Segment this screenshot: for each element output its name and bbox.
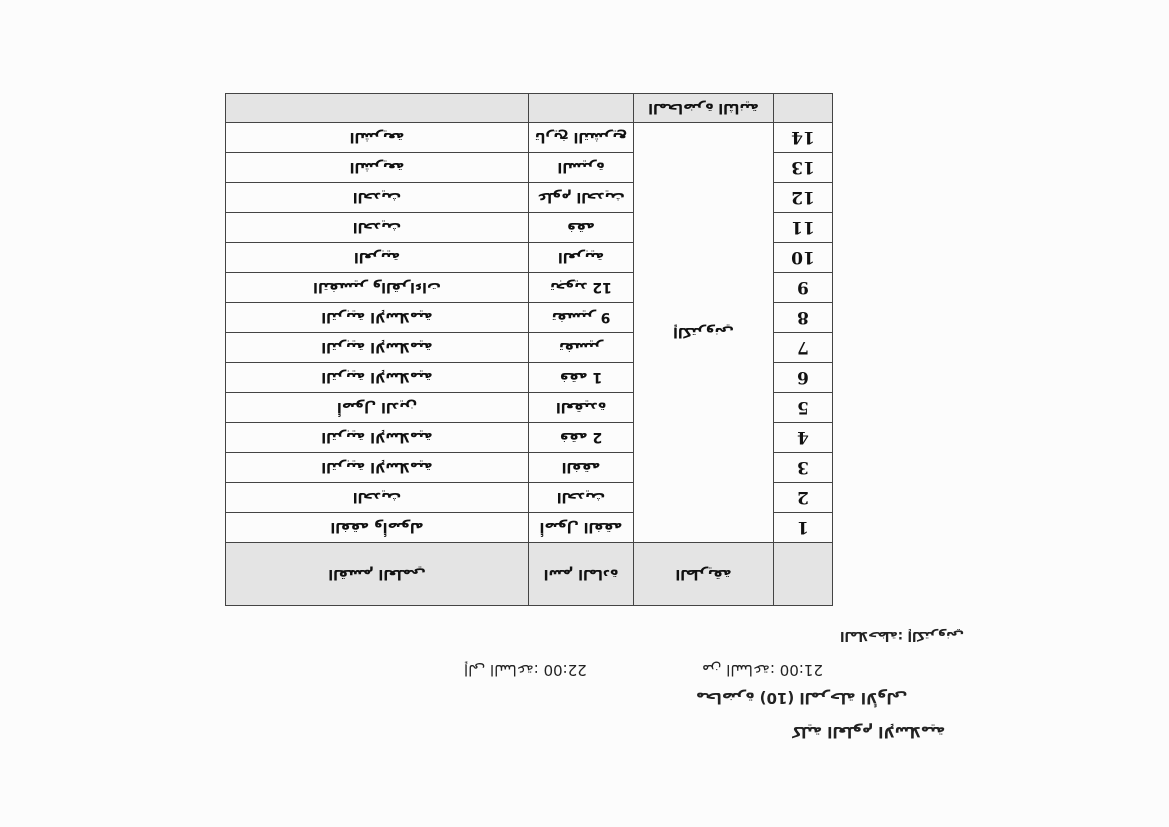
header-number	[774, 543, 833, 606]
department-cell: التربية الإسلامية	[226, 423, 529, 453]
row-number-cell: 12	[774, 183, 833, 213]
header-course: اسم المادة	[529, 543, 634, 606]
row-number-cell: 3	[774, 453, 833, 483]
department-cell: الحديث	[226, 183, 529, 213]
row-number-cell: 7	[774, 333, 833, 363]
page-subheading: محاضرة (10) المرحلة الأولى	[696, 689, 908, 707]
row-number-cell: 9	[774, 273, 833, 303]
table-footer-row	[226, 94, 833, 123]
course-cell: تاريخ التشريع	[529, 123, 634, 153]
row-number-cell: 13	[774, 153, 833, 183]
department-cell: التربية الإسلامية	[226, 333, 529, 363]
row-number-cell: 5	[774, 393, 833, 423]
row-number-cell: 6	[774, 363, 833, 393]
mode-merged-cell: إلكتروني	[634, 123, 774, 543]
course-cell: أصول الفقه	[529, 513, 634, 543]
department-cell: التفسير والقراءات	[226, 273, 529, 303]
footer-empty-cell	[226, 94, 529, 123]
row-number-cell: 2	[774, 483, 833, 513]
course-cell: فقه	[529, 213, 634, 243]
department-cell: أصول الدين	[226, 393, 529, 423]
footer-empty-cell	[774, 94, 833, 123]
time-from: من الساعة: 21:00	[702, 661, 823, 679]
department-cell: التربية الإسلامية	[226, 363, 529, 393]
course-cell: الفقه	[529, 453, 634, 483]
footer-label-cell: المحاضرة الثانية	[634, 94, 774, 123]
schedule-table	[225, 93, 833, 606]
row-number-cell: 8	[774, 303, 833, 333]
row-number-cell: 14	[774, 123, 833, 153]
course-cell: السيرة	[529, 153, 634, 183]
row-number-cell: 10	[774, 243, 833, 273]
header-mode: الطريقة	[634, 543, 774, 606]
course-cell: الحديث	[529, 483, 634, 513]
course-cell: فقه 1	[529, 363, 634, 393]
row-number-cell: 11	[774, 213, 833, 243]
page-heading: كلية العلوم الإسلامية	[792, 723, 946, 741]
course-cell: فقه 2	[529, 423, 634, 453]
department-cell: العربية	[226, 243, 529, 273]
course-cell: علوم الحديث	[529, 183, 634, 213]
row-number-cell: 4	[774, 423, 833, 453]
department-cell: التربية الإسلامية	[226, 303, 529, 333]
department-cell: الشريعة	[226, 123, 529, 153]
course-cell: العقيدة	[529, 393, 634, 423]
course-cell: العربية	[529, 243, 634, 273]
department-cell: التربية الإسلامية	[226, 453, 529, 483]
course-cell: تفسير	[529, 333, 634, 363]
department-cell: الحديث	[226, 213, 529, 243]
lecture-note: الملاحظة: إلكتروني	[840, 628, 964, 643]
footer-empty-cell	[529, 94, 634, 123]
department-cell: الشريعة	[226, 153, 529, 183]
course-cell: تجويد 12	[529, 273, 634, 303]
department-cell: الفقه وأصوله	[226, 513, 529, 543]
department-cell: الحديث	[226, 483, 529, 513]
row-number-cell: 1	[774, 513, 833, 543]
time-to: إلى الساعة: 22:00	[464, 661, 587, 679]
course-cell: تفسير 9	[529, 303, 634, 333]
table-header-row	[226, 543, 833, 606]
header-department: القسم العلمي	[226, 543, 529, 606]
table-body	[226, 94, 833, 543]
table-row	[226, 513, 833, 543]
